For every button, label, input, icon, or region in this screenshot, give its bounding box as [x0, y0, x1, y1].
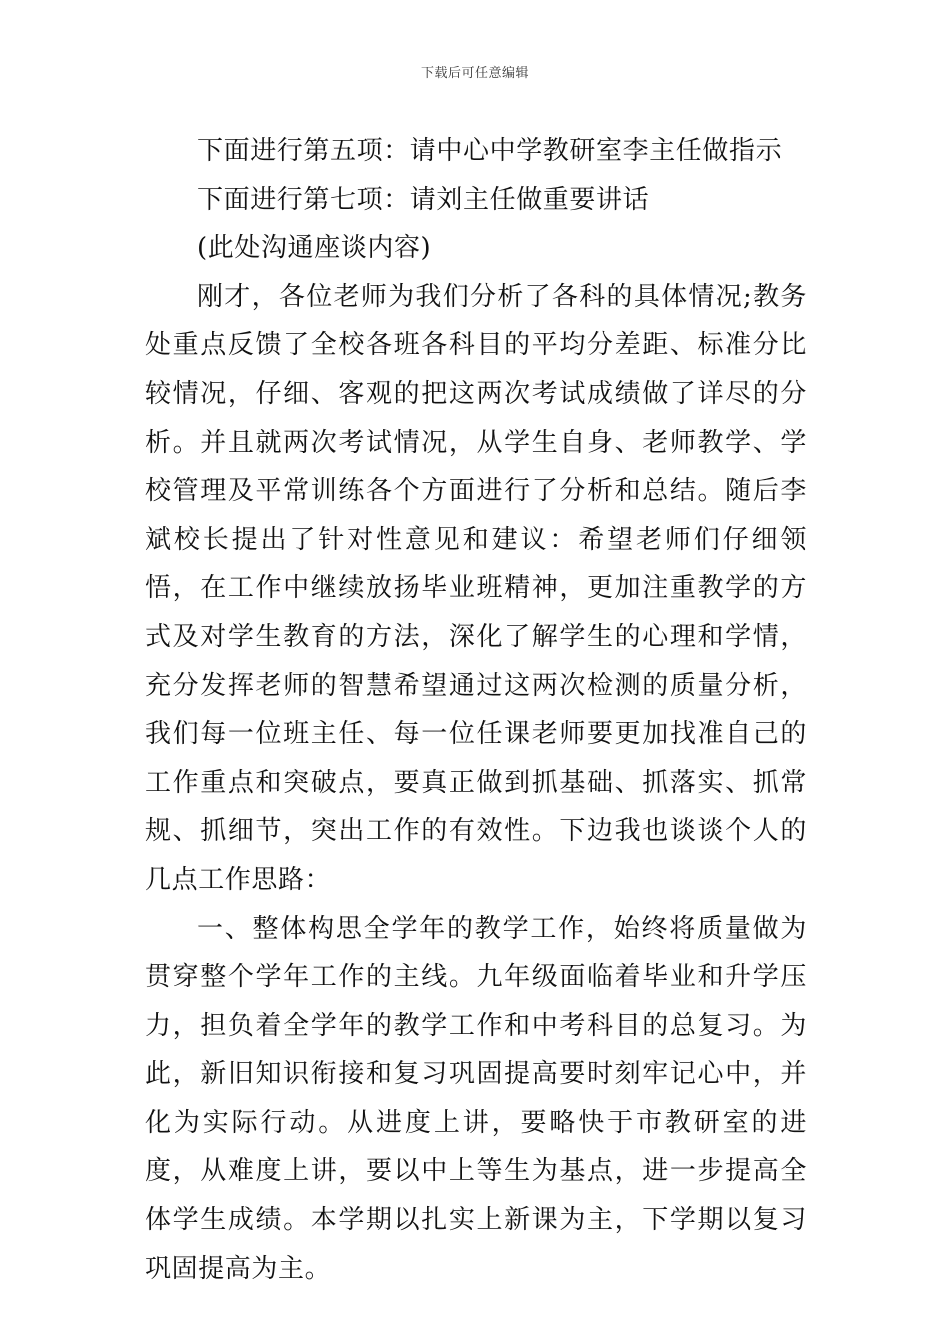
- paragraph-point-one: 一、整体构思全学年的教学工作，始终将质量做为贯穿整个学年工作的主线。九年级面临着毕业和升学压力，担负着全学年的教学工作和中考科目的总复习。为此，新旧知识衔接和复习巩固提高要时刻牢记心中，并化为实际行动。从进度上讲，要略快于市教研室的进度，从难度上讲，要以中上等生为基点，进一步提高全体学生成绩。本学期以扎实上新课为主，下学期以复习巩固提高为主。: [145, 913, 807, 1284]
- paragraph-note: (此处沟通座谈内容): [197, 233, 432, 264]
- document-body: [145, 127, 807, 1293]
- paragraph-item-5: 下面进行第五项：请中心中学教研室李主任做指示: [197, 136, 783, 166]
- paragraph-summary: 刚才，各位老师为我们分析了各科的具体情况;教务处重点反馈了全校各班各科目的平均分差距、标准分比较情况，仔细、客观的把这两次考试成绩做了详尽的分析。并且就两次考试情况，从学生自身、老师教学、学校管理及平常训练各个方面进行了分析和总结。随后李斌校长提出了针对性意见和建议：希望老师们仔细领悟，在工作中继续放扬毕业班精神，更加注重教学的方式及对学生教育的方法，深化了解学生的心理和学情，充分发挥老师的智慧希望通过这两次检测的质量分析，我们每一位班主任、每一位任课老师要更加找准自己的工作重点和突破点，要真正做到抓基础、抓落实、抓常规、抓细节，突出工作的有效性。下边我也谈谈个人的几点工作思路：: [145, 281, 807, 895]
- page-header: 下载后可任意编辑: [420, 66, 529, 81]
- paragraph-item-7: 下面进行第七项：请刘主任做重要讲话: [197, 184, 650, 215]
